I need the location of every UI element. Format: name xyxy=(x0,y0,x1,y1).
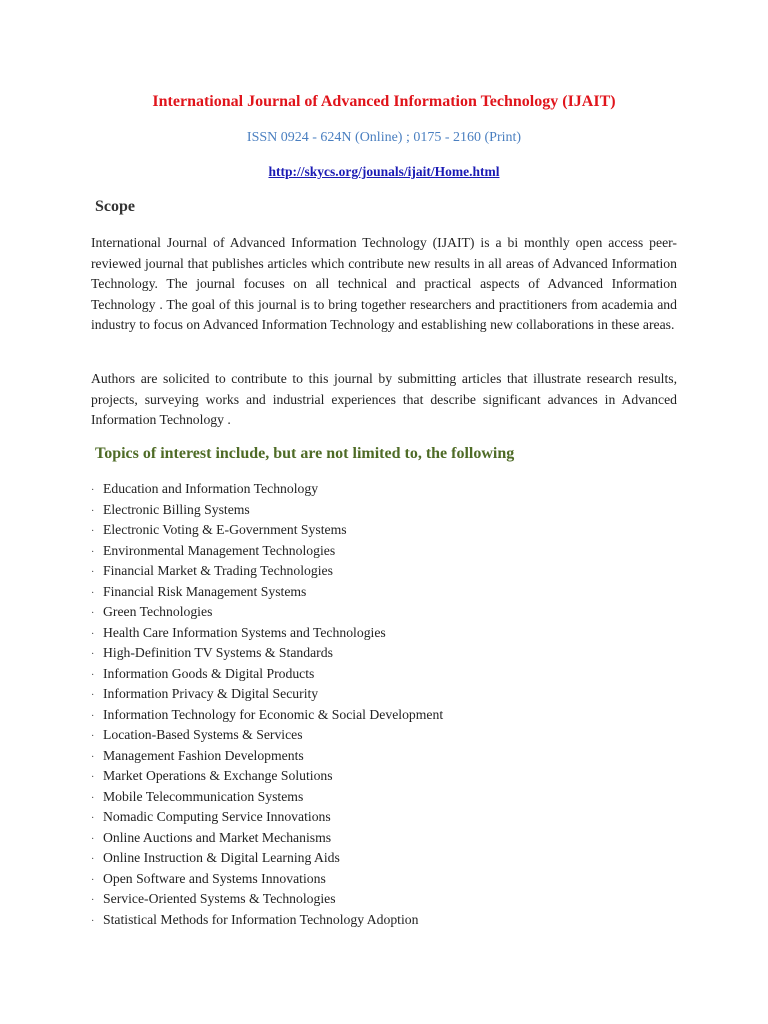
topic-item xyxy=(91,664,691,685)
scope-paragraph-2: Authors are solicited to contribute to this journal by submitting articles that illustrate research results, projects, surveying works and industrial experiences that describe significant advances in Advanced Information Technology . xyxy=(91,371,677,428)
bullet-icon: · xyxy=(91,587,95,599)
bullet-icon: · xyxy=(91,546,95,558)
bullet-icon: · xyxy=(91,608,95,619)
topic-label: Market Operations & Exchange Solutions xyxy=(103,768,333,783)
topic-item xyxy=(91,705,691,726)
topic-label: Online Instruction & Digital Learning Aids xyxy=(103,850,340,865)
topic-label: Information Goods & Digital Products xyxy=(103,665,315,681)
bullet-icon: · xyxy=(91,895,95,906)
topics-heading: Topics of interest include, but are not limited to, the following xyxy=(95,445,515,462)
topic-item xyxy=(91,684,691,705)
topic-label: Management Fashion Developments xyxy=(103,747,304,763)
topic-item xyxy=(91,479,691,500)
topic-label: Electronic Billing Systems xyxy=(103,501,250,517)
journal-url-link[interactable]: http://skycs.org/jounals/ijait/Home.html xyxy=(268,164,500,179)
topic-label: Service-Oriented Systems & Technologies xyxy=(103,891,336,906)
topic-item xyxy=(91,766,691,787)
topic-item xyxy=(91,541,691,562)
topic-label: Open Software and Systems Innovations xyxy=(103,870,326,886)
topic-label: High-Definition TV Systems & Standards xyxy=(103,645,333,660)
issn-line: ISSN 0924 - 624N (Online) ; 0175 - 2160 (Print) xyxy=(246,130,522,145)
bullet-icon: · xyxy=(91,505,95,517)
bullet-icon: · xyxy=(91,874,95,886)
topic-item xyxy=(91,848,691,869)
topic-item xyxy=(91,889,691,910)
bullet-icon: · xyxy=(91,485,95,496)
bullet-icon: · xyxy=(91,526,95,537)
bullet-icon: · xyxy=(91,792,95,804)
topic-label: Financial Market & Trading Technologies xyxy=(103,563,333,578)
topic-label: Location-Based Systems & Services xyxy=(103,727,303,742)
bullet-icon: · xyxy=(91,854,95,865)
topic-label: Statistical Methods for Information Technology Adoption xyxy=(103,911,419,927)
topic-item xyxy=(91,869,691,890)
topics-list xyxy=(91,479,691,930)
topic-label: Financial Risk Management Systems xyxy=(103,583,307,599)
topic-item xyxy=(91,787,691,808)
scope-paragraph-1: International Journal of Advanced Information Technology (IJAIT) is a bi monthly open access peer-reviewed journal that publishes articles which contribute new results in all areas of Advanced Information Technology. The journal focuses on all technical and practical aspects of Advanced Information Technology . The goal of this journal is to bring together researchers and practitioners from academia and industry to focus on Advanced Information Technology and establishing new collaborations in these areas. xyxy=(91,235,677,333)
topic-item xyxy=(91,500,691,521)
scope-heading: Scope xyxy=(95,198,135,215)
bullet-icon: · xyxy=(91,813,95,824)
bullet-icon: · xyxy=(91,731,95,742)
topic-item xyxy=(91,582,691,603)
bullet-icon: · xyxy=(91,772,95,783)
bullet-icon: · xyxy=(91,628,95,640)
bullet-icon: · xyxy=(91,915,95,927)
topic-item xyxy=(91,602,691,623)
bullet-icon: · xyxy=(91,567,95,578)
topic-item xyxy=(91,828,691,849)
topic-label: Electronic Voting & E-Government Systems xyxy=(103,522,347,537)
topic-item xyxy=(91,643,691,664)
topic-label: Green Technologies xyxy=(103,604,213,619)
bullet-icon: · xyxy=(91,669,95,681)
topic-item xyxy=(91,746,691,767)
topic-item xyxy=(91,807,691,828)
bullet-icon: · xyxy=(91,833,95,845)
bullet-icon: · xyxy=(91,710,95,722)
topic-label: Nomadic Computing Service Innovations xyxy=(103,809,331,824)
topic-item xyxy=(91,910,691,931)
topic-item xyxy=(91,725,691,746)
topic-label: Online Auctions and Market Mechanisms xyxy=(103,829,332,845)
topic-item xyxy=(91,561,691,582)
journal-title: International Journal of Advanced Information Technology (IJAIT) xyxy=(152,93,616,110)
topic-label: Information Technology for Economic & Social Development xyxy=(103,706,444,722)
topic-label: Health Care Information Systems and Technologies xyxy=(103,624,386,640)
bullet-icon: · xyxy=(91,649,95,660)
topic-label: Education and Information Technology xyxy=(103,481,319,496)
bullet-icon: · xyxy=(91,751,95,763)
topic-label: Environmental Management Technologies xyxy=(103,542,336,558)
bullet-icon: · xyxy=(91,690,95,701)
topic-item xyxy=(91,520,691,541)
topic-label: Information Privacy & Digital Security xyxy=(103,686,319,701)
topic-label: Mobile Telecommunication Systems xyxy=(103,788,304,804)
topic-item xyxy=(91,623,691,644)
